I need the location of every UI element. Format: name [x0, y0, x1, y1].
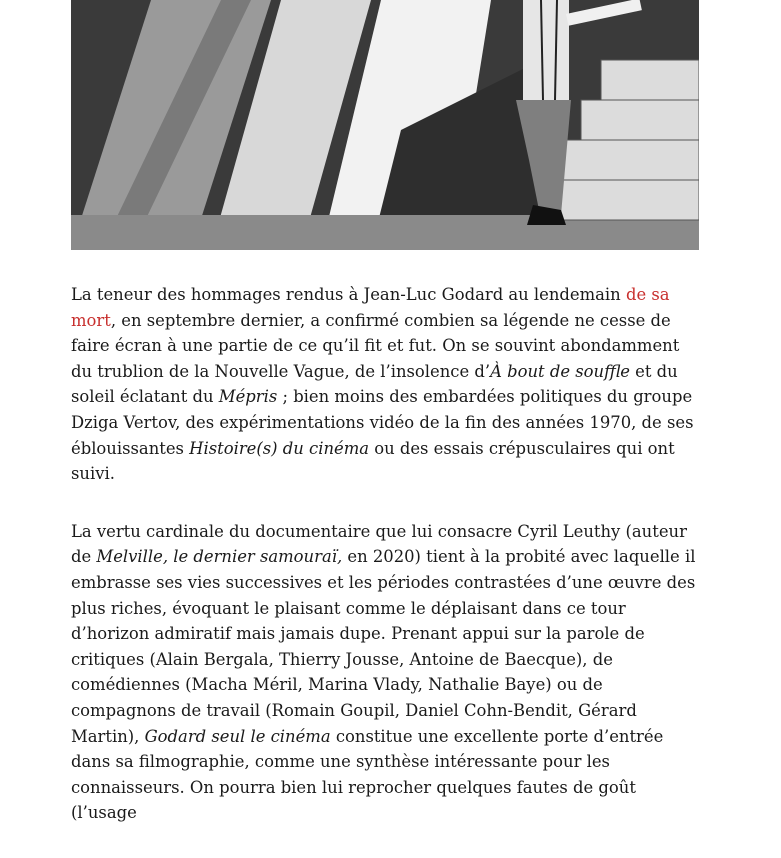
paragraph-1: La teneur des hommages rendus à Jean-Luc Godard au lendemain de sa mort, en septembre dernier, a confirmé combien sa légende ne cesse de faire écran à une partie de ce qu’il fit et fut. On se souvint abondamment du trublion de la Nouvelle Vague, de l’insolence d’À bout de souffle et du soleil éclatant du Mépris ; bien moins des embardées politiques du groupe Dziga Vertov, des expérimentations vidéo de la fin des années 1970, de ses éblouissantes Histoire(s) du cinéma ou des essais crépusculaires qui ont suivi.: [71, 285, 694, 484]
article-photo: [71, 0, 699, 250]
film-title: À bout de souffle: [490, 361, 630, 381]
obituary-link[interactable]: de sa mort: [71, 285, 670, 330]
film-title: Melville, le dernier samouraï,: [96, 547, 343, 567]
film-title: Mépris: [218, 387, 278, 407]
article-body: [71, 282, 701, 858]
film-title: Histoire(s) du cinéma: [189, 438, 370, 458]
film-title: Godard seul le cinéma: [144, 726, 331, 746]
paragraph-2: La vertu cardinale du documentaire que lui consacre Cyril Leuthy (auteur de Melville, le dernier samouraï, en 2020) tient à la probité avec laquelle il embrasse ses vies successives et les périodes contrastées d’une œuvre des plus riches, évoquant le plaisant comme le déplaisant dans ce tour d’horizon admiratif mais jamais dupe. Prenant appui sur la parole de critiques (Alain Bergala, Thierry Jousse, Antoine de Baecque), de comédiennes (Macha Méril, Marina Vlady, Nathalie Baye) ou de compagnons de travail (Romain Goupil, Daniel Cohn-Bendit, Gérard Martin), Godard seul le cinéma constitue une excellente porte d’entrée dans sa filmographie, comme une synthèse intéressante pour les connaisseurs. On pourra bien lui reprocher quelques fautes de goût (l’usage: [71, 521, 696, 823]
